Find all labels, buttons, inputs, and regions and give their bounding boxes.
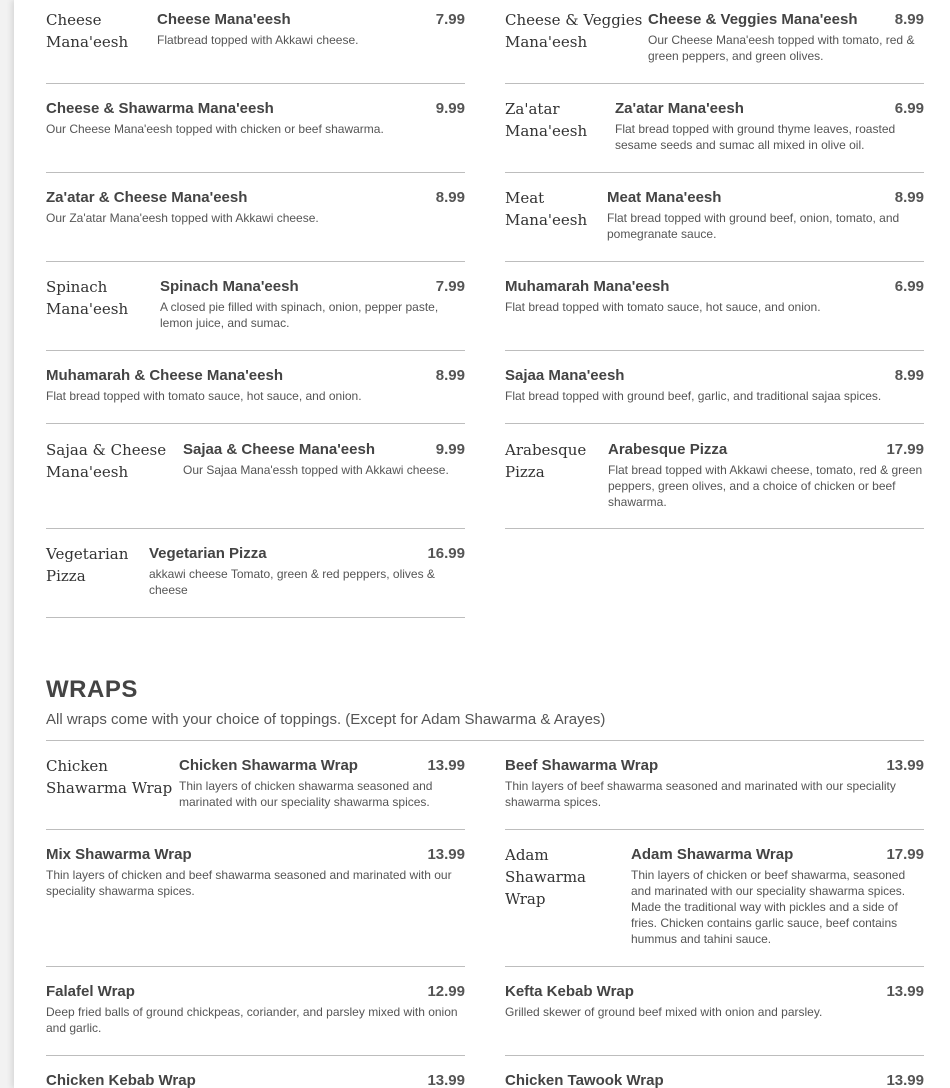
menu-item-price: 8.99	[435, 367, 465, 384]
menu-item-image: Za'atar Mana'eesh	[505, 100, 588, 140]
menu-item-price: 8.99	[894, 11, 924, 28]
menu-item-price: 13.99	[427, 846, 465, 863]
menu-item-arabesque-pizza[interactable]	[505, 424, 924, 529]
menu-item-name: Cheese & Veggies Mana'eesh	[648, 11, 858, 28]
wraps-grid	[46, 741, 924, 1088]
menu-item-description: Thin layers of chicken shawarma seasoned and marinated with our speciality shawarma spices.	[179, 779, 433, 809]
menu-item-description: Flat bread topped with ground thyme leaves, roasted sesame seeds and sumac all mixed in olive oil.	[615, 122, 896, 152]
menu-item-kefta-kebab-wrap[interactable]	[505, 967, 924, 1056]
menu-item-image: Meat Mana'eesh	[505, 189, 588, 229]
menu-item-image: Arabesque Pizza	[505, 441, 587, 481]
menu-item-name: Sajaa Mana'eesh	[505, 367, 625, 384]
menu-item-price: 12.99	[427, 983, 465, 1000]
menu-item-description: Flat bread topped with tomato sauce, hot sauce, and onion.	[505, 300, 821, 314]
menu-item-name: Cheese & Shawarma Mana'eesh	[46, 100, 274, 117]
menu-item-meat-manaeesh[interactable]	[505, 173, 924, 262]
menu-item-price: 7.99	[435, 278, 465, 295]
menu-item-name: Muhamarah & Cheese Mana'eesh	[46, 367, 283, 384]
menu-item-description: Thin layers of chicken or beef shawarma, seasoned and marinated with our speciality shawarma spices. Made the traditional way with pickles and a side of fries. Chicken contains garlic sauce, beef contains hummus and tahini sauce.	[631, 868, 906, 946]
menu-item-price: 16.99	[427, 545, 465, 562]
menu-item-image: Chicken Shawarma Wrap	[46, 757, 173, 797]
menu-item-description: Our Za'atar Mana'eesh topped with Akkawi cheese.	[46, 211, 319, 225]
menu-item-cheese-veggies-manaeesh[interactable]	[505, 0, 924, 84]
menu-item-price: 13.99	[886, 983, 924, 1000]
menu-item-description: Flatbread topped with Akkawi cheese.	[157, 33, 359, 47]
menu-item-price: 17.99	[886, 846, 924, 863]
empty-grid-cell	[505, 529, 924, 618]
menu-item-description: Flat bread topped with ground beef, onion, tomato, and pomegranate sauce.	[607, 211, 900, 241]
menu-item-image: Adam Shawarma Wrap	[505, 846, 586, 908]
menu-item-description: Our Sajaa Mana'essh topped with Akkawi cheese.	[183, 463, 449, 477]
menu-item-muhamarah-cheese-manaeesh[interactable]	[46, 351, 465, 424]
menu-item-name: Spinach Mana'eesh	[160, 278, 299, 295]
menu-item-price: 13.99	[427, 757, 465, 774]
menu-item-price: 7.99	[435, 11, 465, 28]
section-subtitle-wraps: All wraps come with your choice of toppings. (Except for Adam Shawarma & Arayes)	[46, 711, 606, 728]
menu-item-price: 9.99	[435, 441, 465, 458]
menu-item-description: A closed pie filled with spinach, onion, pepper paste, lemon juice, and sumac.	[160, 300, 439, 330]
menu-item-name: Chicken Tawook Wrap	[505, 1072, 664, 1088]
menu-item-cheese-manaeesh[interactable]	[46, 0, 465, 84]
menu-item-chicken-kebab-wrap[interactable]	[46, 1056, 465, 1088]
menu-page	[14, 0, 950, 1088]
menu-item-image: Spinach Mana'eesh	[46, 278, 129, 318]
menu-item-cheese-shawarma-manaeesh[interactable]	[46, 84, 465, 173]
menu-item-vegetarian-pizza[interactable]	[46, 529, 465, 618]
menu-item-name: Meat Mana'eesh	[607, 189, 722, 206]
menu-item-description: Deep fried balls of ground chickpeas, coriander, and parsley mixed with onion and garlic.	[46, 1005, 458, 1035]
menu-item-name: Za'atar & Cheese Mana'eesh	[46, 189, 248, 206]
menu-item-description: Thin layers of chicken and beef shawarma seasoned and marinated with our speciality shawarma spices.	[46, 868, 452, 898]
menu-item-zaatar-manaeesh[interactable]	[505, 84, 924, 173]
menu-item-price: 13.99	[886, 757, 924, 774]
manaeesh-grid	[46, 0, 924, 618]
menu-item-description: Thin layers of beef shawarma seasoned and marinated with our speciality shawarma spices.	[505, 779, 896, 809]
menu-item-adam-shawarma-wrap[interactable]	[505, 830, 924, 967]
menu-item-description: Grilled skewer of ground beef mixed with onion and parsley.	[505, 1005, 823, 1019]
menu-item-price: 8.99	[894, 367, 924, 384]
menu-item-falafel-wrap[interactable]	[46, 967, 465, 1056]
menu-item-name: Beef Shawarma Wrap	[505, 757, 659, 774]
menu-item-image: Cheese & Veggies Mana'eesh	[505, 11, 643, 51]
menu-item-name: Muhamarah Mana'eesh	[505, 278, 670, 295]
menu-item-chicken-tawook-wrap[interactable]	[505, 1056, 924, 1088]
menu-item-price: 9.99	[435, 100, 465, 117]
menu-item-name: Mix Shawarma Wrap	[46, 846, 192, 863]
menu-item-price: 6.99	[894, 278, 924, 295]
menu-item-image: Vegetarian Pizza	[46, 545, 129, 585]
menu-item-name: Falafel Wrap	[46, 983, 135, 1000]
menu-item-name: Vegetarian Pizza	[149, 545, 267, 562]
menu-item-chicken-shawarma-wrap[interactable]	[46, 741, 465, 830]
menu-item-description: Flat bread topped with Akkawi cheese, tomato, red & green peppers, green olives, and a choice of chicken or beef shawarma.	[608, 463, 923, 509]
menu-item-image: Cheese Mana'eesh	[46, 11, 129, 51]
menu-item-description: Our Cheese Mana'eesh topped with tomato, red & green peppers, and green olives.	[648, 33, 915, 63]
menu-item-name: Adam Shawarma Wrap	[631, 846, 794, 863]
menu-item-spinach-manaeesh[interactable]	[46, 262, 465, 351]
menu-item-name: Kefta Kebab Wrap	[505, 983, 634, 1000]
menu-item-name: Arabesque Pizza	[608, 441, 728, 458]
menu-item-name: Cheese Mana'eesh	[157, 11, 291, 28]
menu-item-price: 13.99	[427, 1072, 465, 1088]
menu-item-name: Chicken Kebab Wrap	[46, 1072, 196, 1088]
menu-item-description: Flat bread topped with ground beef, garlic, and traditional sajaa spices.	[505, 389, 882, 403]
menu-item-price: 13.99	[886, 1072, 924, 1088]
menu-item-name: Za'atar Mana'eesh	[615, 100, 744, 117]
menu-item-sajaa-manaeesh[interactable]	[505, 351, 924, 424]
menu-item-name: Chicken Shawarma Wrap	[179, 757, 358, 774]
menu-item-beef-shawarma-wrap[interactable]	[505, 741, 924, 830]
menu-item-name: Sajaa & Cheese Mana'eesh	[183, 441, 375, 458]
menu-item-sajaa-cheese-manaeesh[interactable]	[46, 424, 465, 529]
menu-item-price: 8.99	[435, 189, 465, 206]
menu-item-image: Sajaa & Cheese Mana'eesh	[46, 441, 167, 481]
menu-item-mix-shawarma-wrap[interactable]	[46, 830, 465, 967]
menu-item-description: akkawi cheese Tomato, green & red peppers, olives & cheese	[149, 567, 435, 597]
section-title-wraps: WRAPS	[46, 676, 138, 703]
menu-item-price: 17.99	[886, 441, 924, 458]
menu-item-muhamarah-manaeesh[interactable]	[505, 262, 924, 351]
menu-item-price: 6.99	[894, 100, 924, 117]
menu-item-zaatar-cheese-manaeesh[interactable]	[46, 173, 465, 262]
menu-item-description: Flat bread topped with tomato sauce, hot sauce, and onion.	[46, 389, 362, 403]
menu-item-price: 8.99	[894, 189, 924, 206]
menu-item-description: Our Cheese Mana'eesh topped with chicken or beef shawarma.	[46, 122, 384, 136]
